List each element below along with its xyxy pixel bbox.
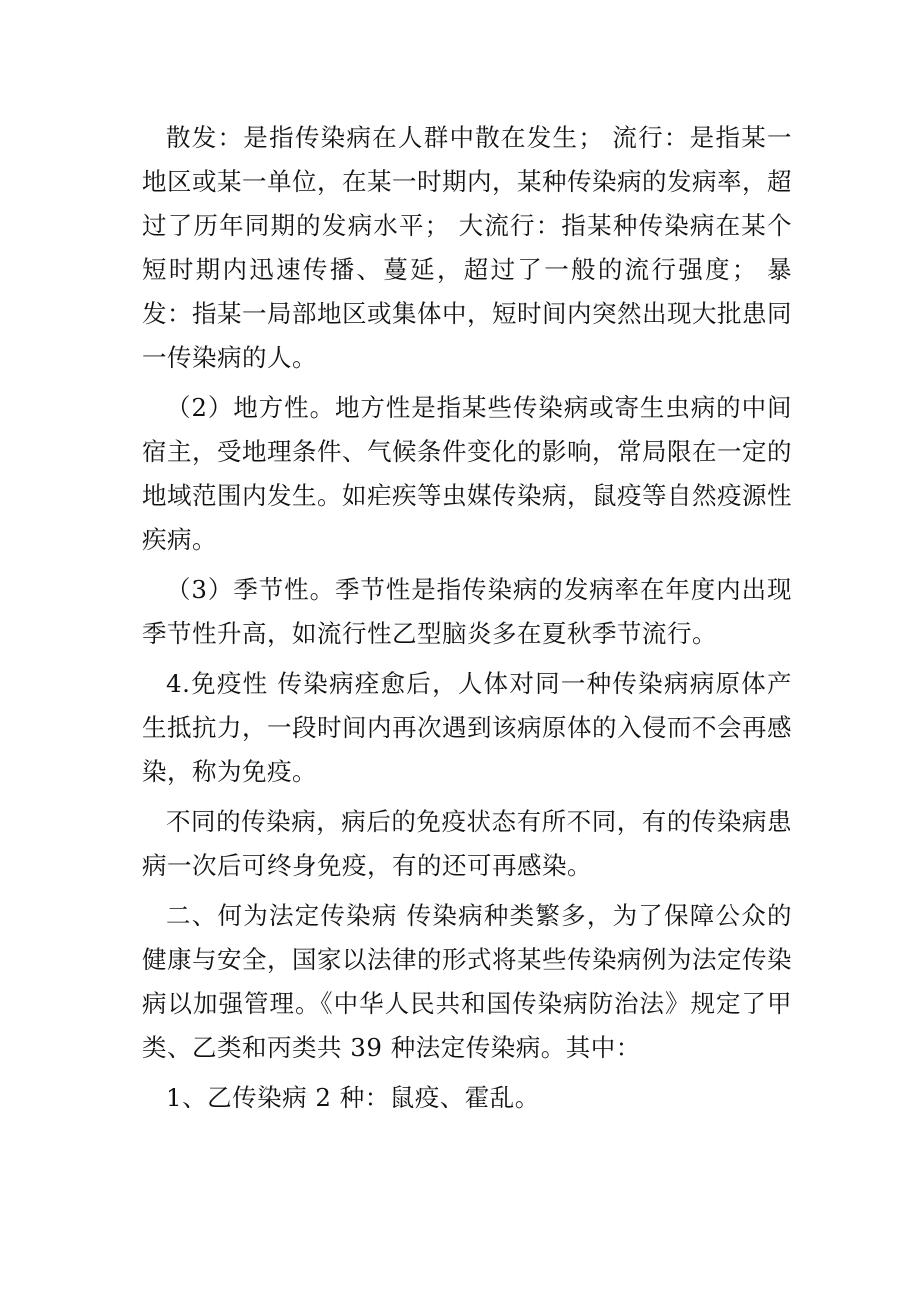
paragraph-class-list: 1、乙传染病 2 种：鼠疫、霍乱。 (166, 1083, 540, 1112)
document-body (142, 116, 792, 1126)
paragraph-immunity: 4.免疫性 传染病痊愈后，人体对同一种传染病病原体产生抵抗力，一段时间内再次遇到该病原体的入侵而不会再感染，称为免疫。 (142, 669, 792, 786)
paragraph-epidemic-terms: 散发：是指传染病在人群中散在发生； 流行：是指某一地区或某一单位，在某一时期内，某种传染病的发病率，超过了历年同期的发病水平； 大流行：指某种传染病在某个短时期内迅速传播、蔓延，超过了一般的流行强度； 暴发：指某一局部地区或集体中，短时间内突然出现大批患同一传染病的人。 (142, 123, 792, 372)
paragraph-endemic: （2）地方性。地方性是指某些传染病或寄生虫病的中间宿主，受地理条件、气候条件变化的影响，常局限在一定的地域范围内发生。如疟疾等虫媒传染病，鼠疫等自然疫源性疾病。 (142, 393, 792, 554)
paragraph-statutory-diseases: 二、何为法定传染病 传染病种类繁多，为了保障公众的健康与安全，国家以法律的形式将某些传染病例为法定传染病以加强管理。《中华人民共和国传染病防治法》规定了甲类、乙类和丙类共 39 种法定传染病。其中： (142, 901, 792, 1062)
paragraph-immunity-status: 不同的传染病，病后的免疫状态有所不同，有的传染病患病一次后可终身免疫，有的还可再感染。 (142, 807, 792, 880)
paragraph-seasonal: （3）季节性。季节性是指传染病的发病率在年度内出现季节性升高，如流行性乙型脑炎多在夏秋季节流行。 (142, 575, 792, 648)
